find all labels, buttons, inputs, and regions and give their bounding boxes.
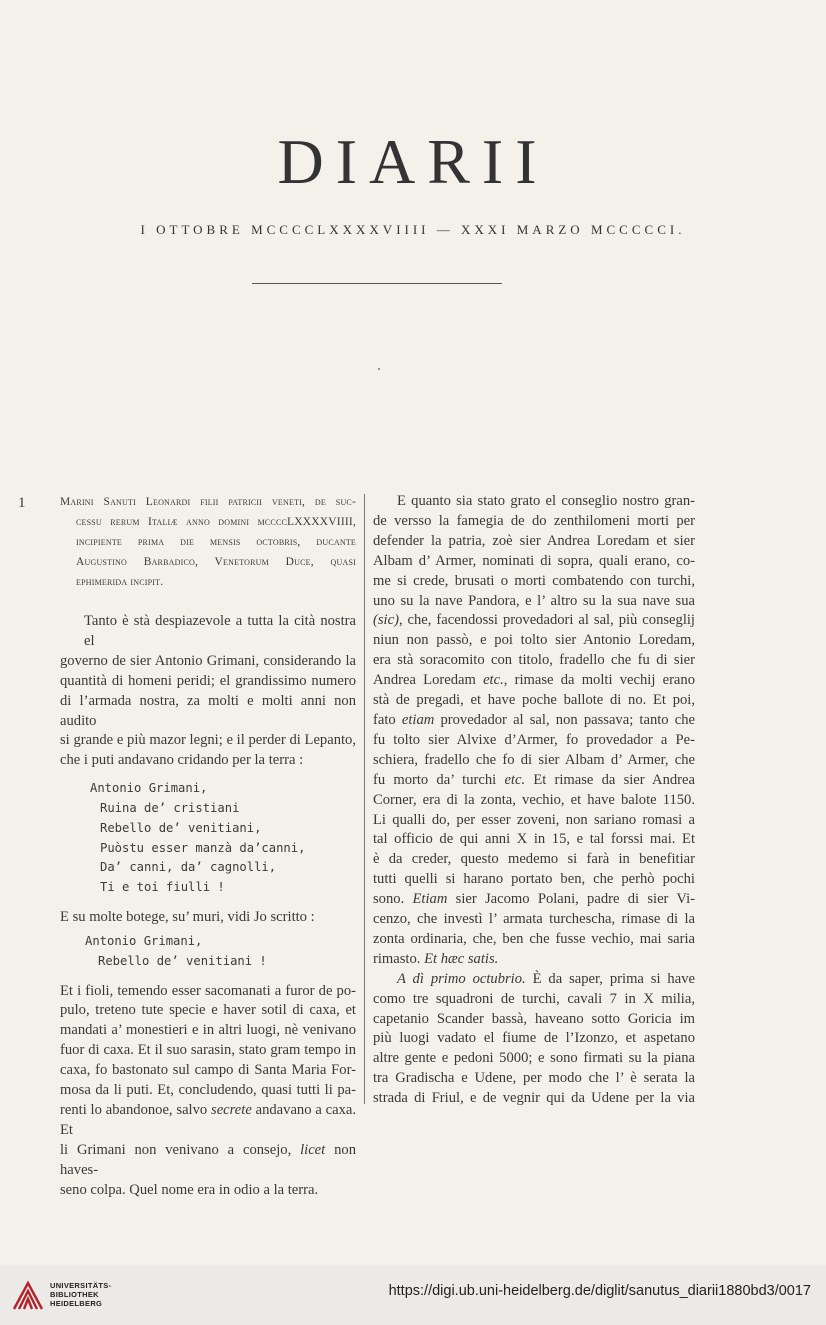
verse-line: Antonio Grimani,	[90, 781, 208, 796]
text-line: governo de sier Antonio Grimani, considerando la	[60, 652, 356, 669]
library-name-line: HEIDELBERG	[50, 1299, 103, 1308]
text-fragment: non haves-	[60, 1141, 356, 1178]
text-line	[373, 671, 695, 691]
text-line: strada di Friul, e de vegnir qui da Udene per la via	[373, 1090, 695, 1107]
column-divider	[364, 494, 365, 1104]
italic-fragment: Et hæc satis.	[424, 950, 499, 967]
title-rule	[252, 283, 502, 284]
text-line: uno su la nave Pandora, e l’ altro su la sua nave sua	[373, 592, 695, 609]
text-line	[373, 771, 695, 791]
latin-caption	[60, 492, 356, 592]
text-fragment: , che, facendossi provedadori al sal, più conseglij	[398, 612, 695, 629]
italic-fragment: secrete	[211, 1101, 252, 1118]
verse-line: Ti e toi fiulli !	[100, 880, 225, 895]
text-line: Albam d’ Armer, nominati di sopra, quali erano, co-	[373, 552, 695, 569]
text-line	[373, 611, 695, 631]
text-line: è da creder, questo medemo si farà in benefitiar	[373, 851, 695, 868]
text-line: più luogi vadato el fiume de l’Izonzo, et aspetano	[373, 1030, 695, 1047]
verse-line: Da’ canni, da’ cagnolli,	[100, 860, 277, 875]
text-line	[373, 711, 695, 731]
text-fragment: fato	[373, 711, 402, 728]
text-line: cenzo, che investì l’ armata turchescha, rimase di la	[373, 911, 695, 928]
italic-fragment: licet	[300, 1141, 326, 1158]
text-line: caxa, fo bastonato sul campo di Santa Maria For-	[60, 1062, 356, 1079]
text-line: schiera, fradello che fo di sier Albam d’ Armer, che	[373, 751, 695, 768]
text-line: Corner, era di la zonta, vechio, et have balote 1150.	[373, 791, 695, 808]
text-line: stà de pregadi, et have poche ballote di no. Et poi,	[373, 692, 695, 709]
text-line: fu tolto sier Alvixe d’Armer, fo provedador a Pe-	[373, 731, 695, 748]
text-line: di l’armada nostra, za molti e molti anni non audito	[60, 692, 356, 729]
university-logo-icon[interactable]	[10, 1277, 46, 1313]
text-line: E su molte botege, su’ muri, vidi Jo scritto :	[60, 909, 315, 926]
italic-fragment: (sic)	[373, 612, 399, 629]
text-line: si grande e più mazor legni; e il perder di Lepanto,	[60, 732, 356, 749]
text-fragment: Et rimase da sier Andrea	[525, 771, 695, 788]
italic-fragment: etc.	[483, 672, 504, 689]
italic-fragment: etc.	[504, 771, 526, 788]
text-fragment: rimasto.	[373, 950, 425, 967]
ink-speck	[378, 368, 380, 370]
verse-line: Rebello de’ venitiani,	[100, 820, 262, 835]
verse-block-1	[60, 779, 356, 898]
italic-fragment: A dì primo octubrio.	[397, 970, 526, 987]
text-line: seno colpa. Quel nome era in odio a la terra.	[60, 1181, 319, 1198]
text-line: Li qualli do, per esser zoveni, non sariano romasi a	[373, 811, 695, 828]
italic-fragment: etiam	[401, 711, 435, 728]
italic-fragment: Etiam	[412, 891, 448, 908]
text-fragment: , rimase da molti vechij erano	[503, 672, 696, 689]
text-line: tra Gradischa e Udene, per modo che l’ è serata la	[373, 1070, 695, 1087]
verse-line: Antonio Grimani,	[85, 933, 203, 948]
library-name-line: UNIVERSITÄTS-	[50, 1281, 112, 1290]
library-name	[50, 1281, 111, 1308]
text-fragment: li Grimani non venivano a consejo,	[60, 1141, 301, 1158]
text-line: tutti quelli si harano portato ben, che perhò pochi	[373, 871, 695, 888]
text-line: che i puti andavano cridando per la terra :	[60, 752, 304, 769]
text-line	[373, 970, 695, 990]
text-line: fuor di caxa. Et il suo sarasin, stato gram tempo in	[60, 1042, 356, 1059]
text-fragment: provedador al sal, non passava; tanto che	[434, 711, 695, 728]
caption-line: incipiente prima die mensis octobris, ducante	[76, 536, 356, 548]
viewer-footer	[0, 1265, 826, 1325]
text-line: era stà soracomito con titolo, fradello che fu di sier	[373, 652, 695, 669]
text-fragment: renti lo abandonoe, salvo	[60, 1101, 212, 1118]
text-line: tal officio de qui anni X in 15, e tal forssi mai. Et	[373, 831, 695, 848]
text-line: defender la patria, zoè sier Andrea Loredam et sier	[373, 532, 695, 549]
permalink-url[interactable]: https://digi.ub.uni-heidelberg.de/diglit/sanutus_diarii1880bd3/0017	[388, 1283, 811, 1299]
page-title: DIARII	[277, 126, 549, 197]
text-line	[373, 950, 695, 970]
text-line: me si crede, brusati o morti combatendo con turchi,	[373, 572, 695, 589]
text-line: de versso la famegia de do zenthilomeni morti per	[373, 512, 695, 529]
text-line: niun non passò, e poi tolto sier Antonio Loredam,	[373, 632, 695, 649]
text-line	[60, 1141, 356, 1181]
text-fragment: È da saper, prima si have	[525, 970, 695, 987]
paragraph-grimani	[60, 612, 356, 771]
text-line	[373, 890, 695, 910]
text-line: Tanto è stà despiazevole a tutta la cità nostra el	[84, 613, 356, 649]
text-line: Et i fioli, temendo esser sacomanati a furor de po-	[60, 982, 356, 999]
text-line: altre gente e pedoni 5000; e sono firmati su la piana	[373, 1050, 695, 1067]
text-fragment: sier Jacomo Polani, padre di sier Vi-	[447, 891, 696, 908]
caption-line: Marini Sanuti Leonardi filii patricii veneti, de suc-	[60, 496, 356, 508]
paragraph-fioli	[60, 982, 356, 1201]
text-fragment: andavano a caxa. Et	[60, 1101, 357, 1138]
text-fragment: sono.	[373, 891, 413, 908]
caption-line: Augustino Barbadico, Venetorum Duce, quasi	[76, 556, 356, 568]
left-column	[60, 492, 356, 1201]
text-line: zonta ordinaria, che, ben che fusse vechio, mai saria	[373, 930, 695, 947]
text-line: mosa da li puti. Et, concludendo, quasi tutti li pa-	[60, 1082, 356, 1099]
text-fragment: fu morto da’ turchi	[373, 771, 505, 788]
verse-line: Puòstu esser manzà da’canni,	[100, 840, 306, 855]
date-range-subtitle: I OTTOBRE MCCCCLXXXXVIIII — XXXI MARZO MCCCCCI.	[140, 222, 686, 237]
verse-line: Ruina de’ cristiani	[100, 801, 240, 816]
footnote-marker: 1	[18, 495, 26, 511]
verse-block-2	[60, 932, 356, 972]
verse-line: Rebello de’ venitiani !	[98, 953, 267, 968]
caption-line: cessu rerum Italiæ anno domini mccccLXXXXVIIII,	[76, 516, 356, 528]
text-line: quantità di homeni peridi; el grandissimo numero	[60, 672, 356, 689]
right-column	[373, 492, 695, 1109]
text-line: como tre squadroni de turchi, cavali 7 in X milia,	[373, 990, 695, 1007]
text-line: pulo, treteno tute specie e haver sotil di caxa, et	[60, 1002, 356, 1019]
library-name-line: BIBLIOTHEK	[50, 1290, 99, 1299]
text-line: mandati a’ monestieri e in altri luogi, nè venivano	[60, 1022, 356, 1039]
caption-line: ephimerida incipit.	[76, 576, 164, 588]
text-line	[60, 1101, 356, 1141]
text-fragment: Andrea Loredam	[373, 672, 484, 689]
text-line: E quanto sia stato grato el conseglio nostro gran-	[397, 493, 695, 509]
text-line: capetanio Scander bassà, haveano sotto Goricia im	[373, 1010, 695, 1027]
